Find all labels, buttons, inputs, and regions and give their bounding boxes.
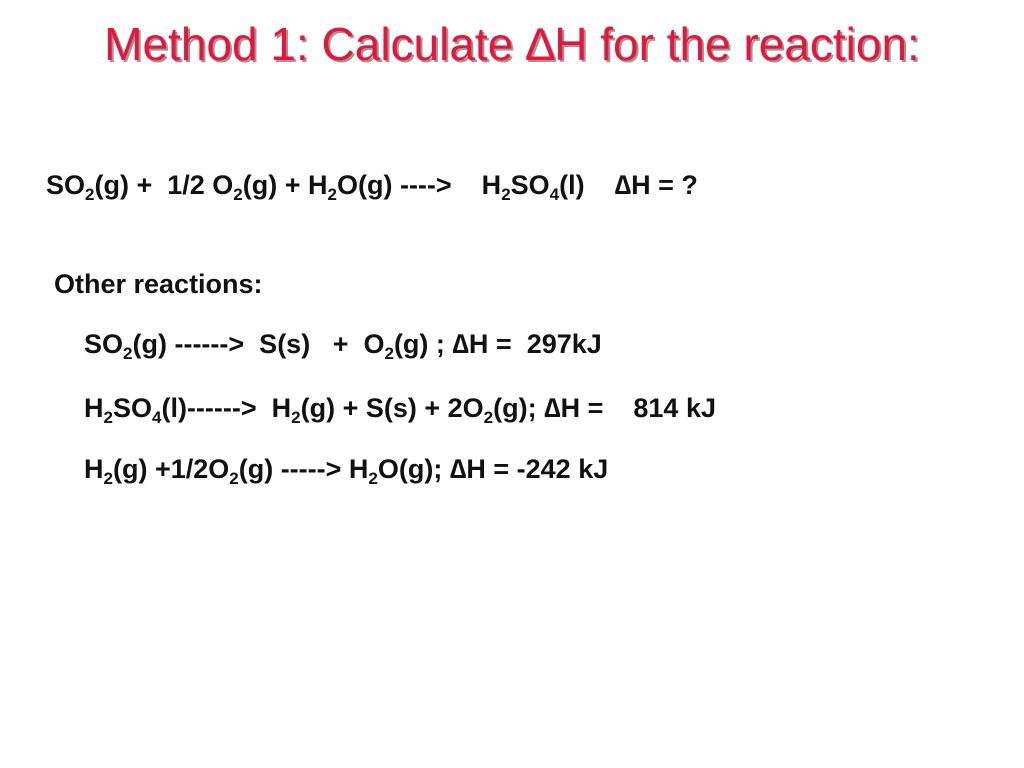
subscript: 4: [549, 185, 560, 204]
reaction-line: $SO_2(g)$ ------> $S(s) + O_2(g)$ ; ∆H = 297kJ: [84, 329, 602, 363]
subscript: 2: [233, 185, 243, 204]
subscript: 2: [85, 185, 95, 204]
subscript: 2: [103, 469, 113, 488]
subscript: 2: [501, 185, 511, 204]
subscript: 4: [151, 408, 162, 427]
subscript: 2: [384, 344, 394, 363]
subscript: 2: [103, 408, 113, 427]
subscript: 2: [123, 344, 133, 363]
slide-title: Method 1: Calculate ∆H for the reaction:: [104, 18, 920, 70]
reaction-line: $H_2SO_4(l)------> H_2(g) + S(s) + 2O_2(g)$; ∆H = 814 kJ: [84, 393, 716, 427]
subscript: 2: [229, 469, 239, 488]
subscript: 2: [327, 185, 337, 204]
subscript: 2: [483, 408, 494, 427]
reaction-line: $H_2(g) +1/2O_2(g)$ -----> $H_2O(g)$; ∆H = -242 kJ: [84, 454, 609, 488]
subscript: 2: [291, 408, 301, 427]
main-reaction: $SO_2(g) + 1/2$ $O_2(g) + H_2O(g)$ ----> $H_2SO_4(l)$ ∆H = ?: [46, 170, 698, 204]
other-reactions-heading: Other reactions:: [54, 269, 263, 299]
subscript: 2: [368, 469, 378, 488]
